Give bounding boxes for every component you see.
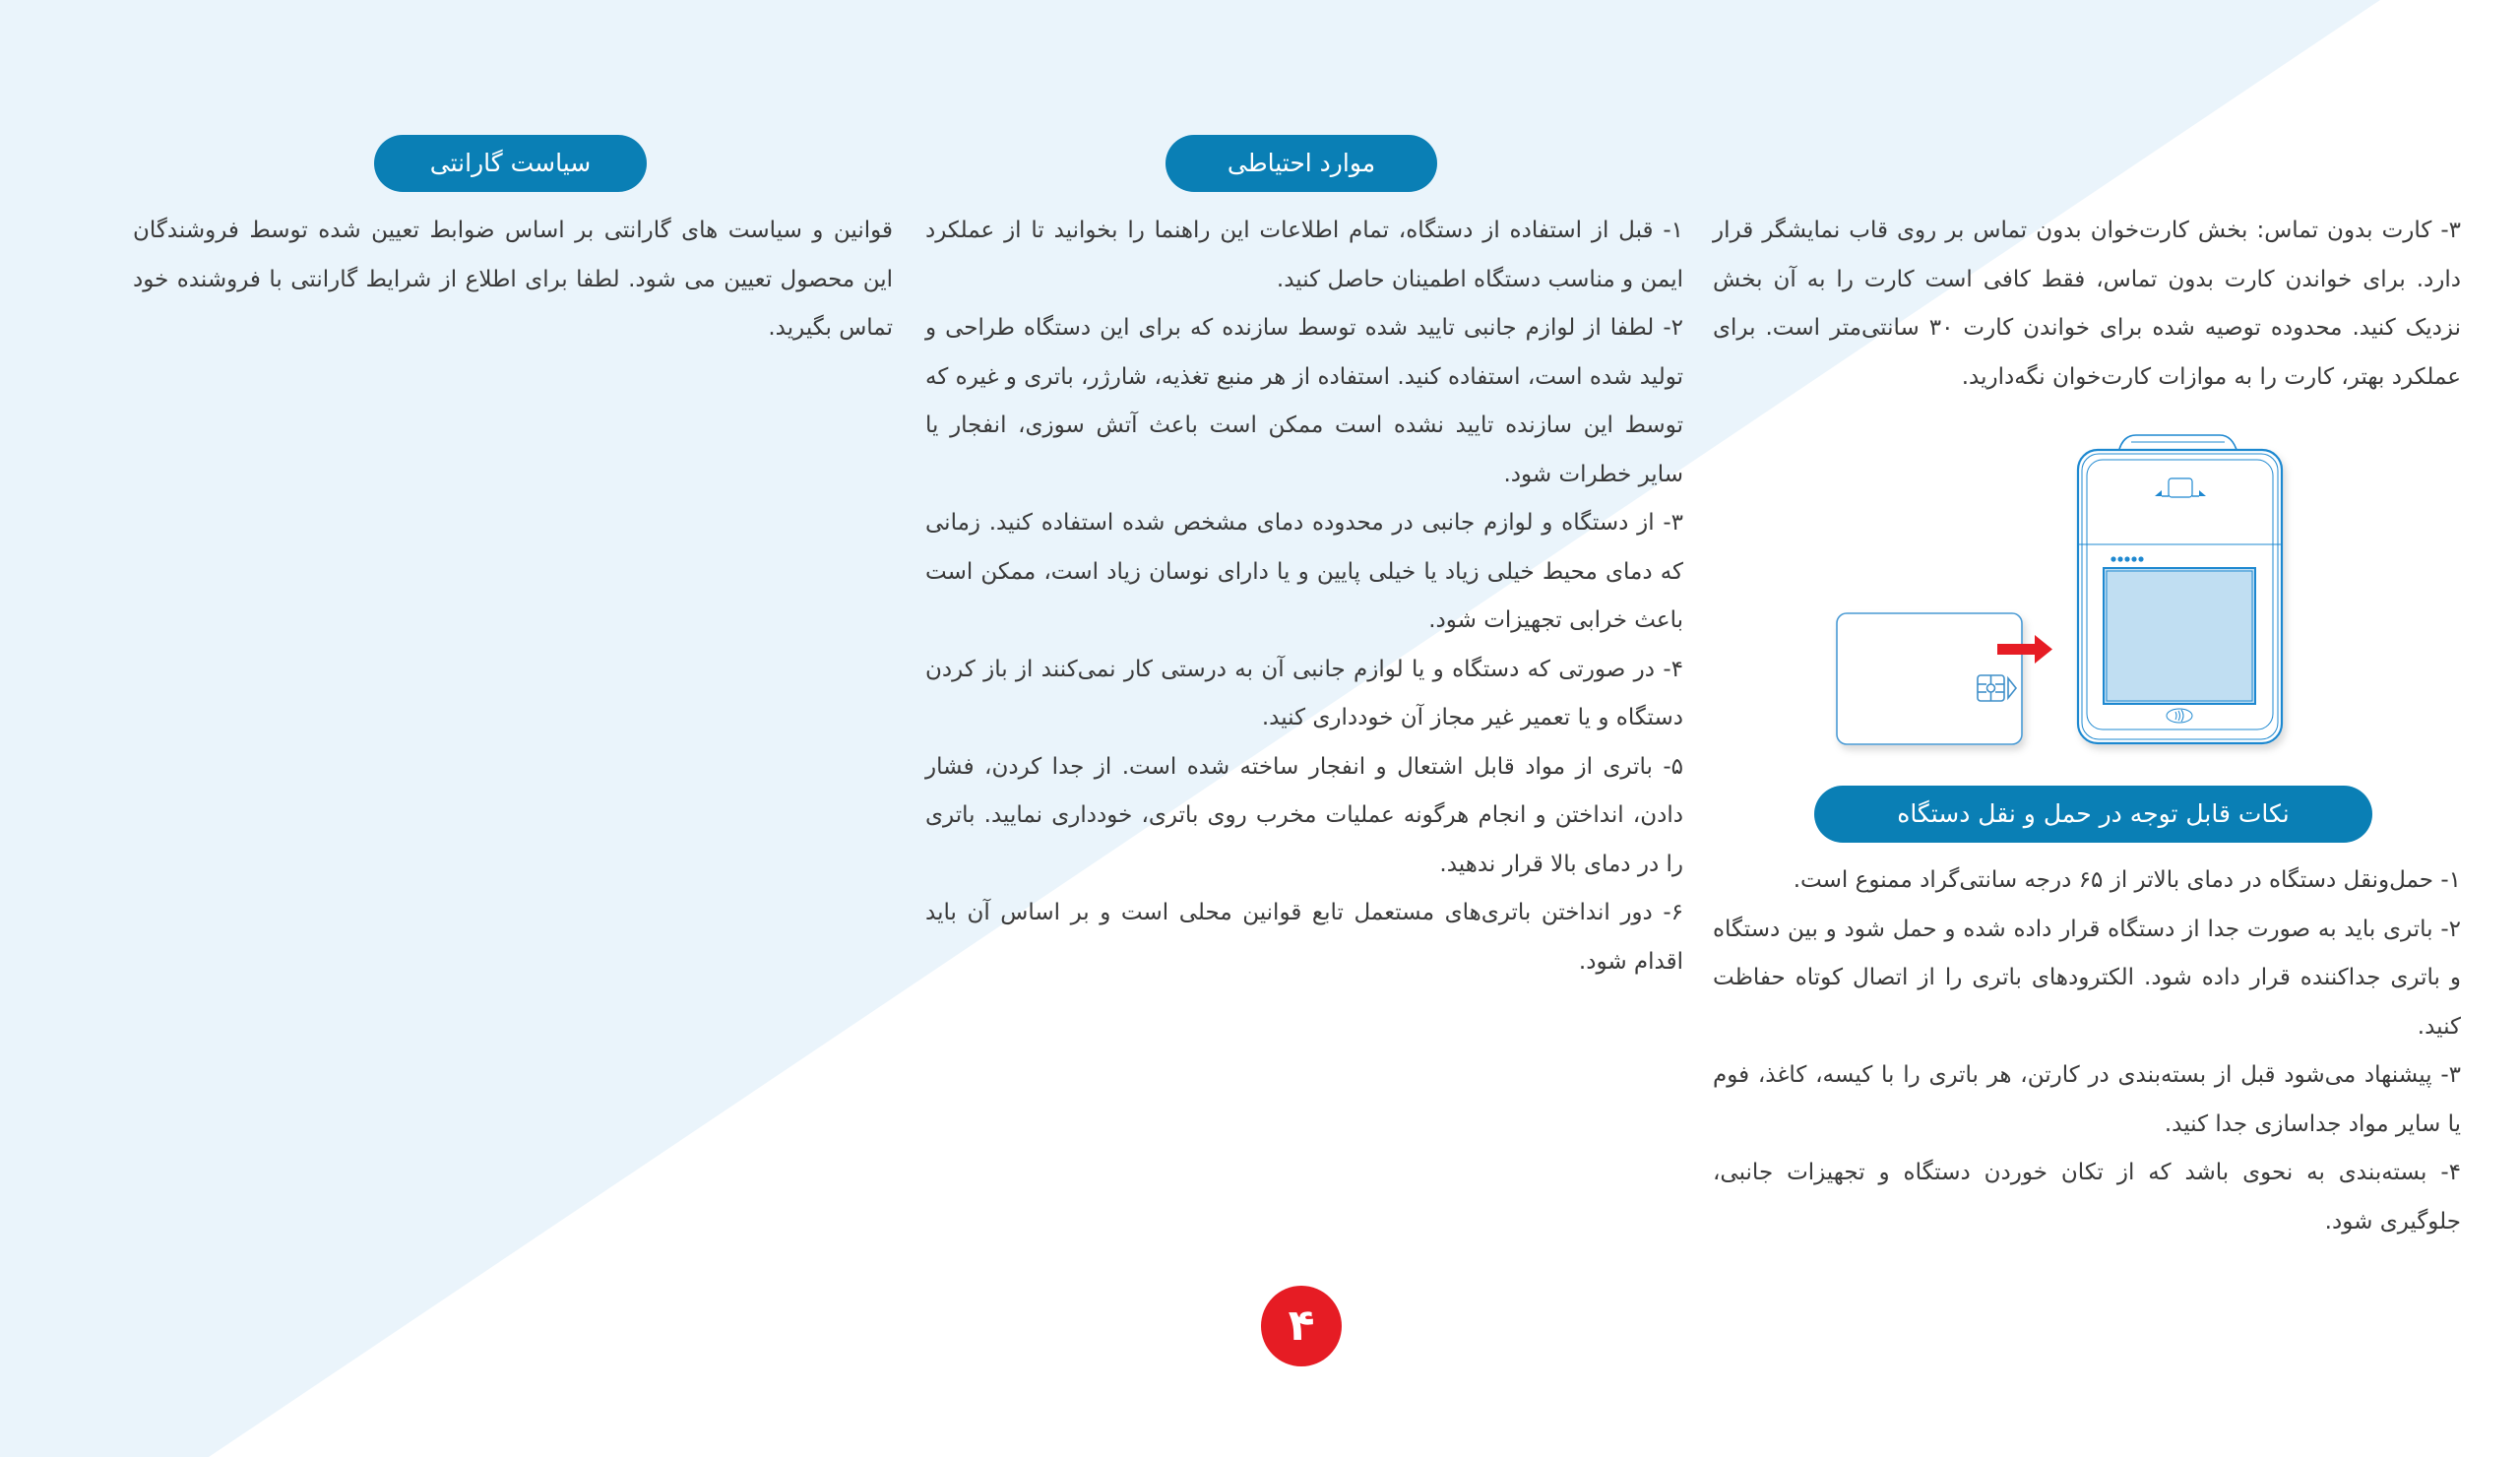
card-terminal-illustration <box>1831 423 2362 758</box>
transport-item-4: ۴- بسته‌بندی به نحوی باشد که از تکان خوردن دستگاه و تجهیزات جانبی، جلوگیری شود. <box>1713 1160 2461 1235</box>
contactless-paragraph: ۳- کارت بدون تماس: بخش کارت‌خوان بدون تماس بر روی قاب نمایشگر قرار دارد. برای خواندن کارت بدون تماس، فقط کافی است کارت را به آن بخش نزدیک کنید. محدوده توصیه شده برای خواندن کارت ۳۰ سانتی‌متر است. برای عملکرد بهتر، کارت را به موازات کارت‌خوان نگه‌دارید. <box>1713 218 2462 390</box>
precaution-item-4: ۴- در صورتی که دستگاه و یا لوازم جانبی آن به درستی کار نمی‌کنند از باز کردن دستگاه و یا تعمیر غیر مجاز آن خودداری کنید. <box>925 656 1683 730</box>
precautions-heading: موارد احتیاطی <box>1166 135 1437 192</box>
precautions-list <box>925 207 1683 986</box>
precaution-item-3: ۳- از دستگاه و لوازم جانبی در محدوده دمای مشخص شده استفاده کنید. زمانی که دمای محیط خیلی زیاد یا خیلی پایین و یا دارای نوسان زیاد است، ممکن است باعث خرابی تجهیزات شود. <box>925 510 1683 633</box>
page-number-badge: ۴ <box>1261 1286 1342 1366</box>
transport-item-1: ۱- حمل‌ونقل دستگاه در دمای بالاتر از ۶۵ درجه سانتی‌گراد ممنوع است. <box>1793 867 2461 893</box>
smart-card-icon <box>1837 613 2022 744</box>
precaution-item-2: ۲- لطفا از لوازم جانبی تایید شده توسط سازنده که برای این دستگاه طراحی و تولید شده است، استفاده کنید. استفاده از هر منبع تغذیه، شارژر، باتری و غیره که توسط این سازنده تایید نشده است ممکن است باعث آتش سوزی، انفجار یا سایر خطرات شود. <box>925 315 1683 487</box>
transport-list <box>1713 856 2461 1246</box>
transport-heading: نکات قابل توجه در حمل و نقل دستگاه <box>1814 786 2372 843</box>
transport-item-3: ۳- پیشنهاد می‌شود قبل از بسته‌بندی در کارتن، هر باتری را با کیسه، کاغذ، فوم یا سایر مواد جداسازی جدا کنید. <box>1713 1062 2461 1137</box>
warranty-text: قوانین و سیاست های گارانتی بر اساس ضوابط تعیین شده توسط فروشندگان این محصول تعیین می شود. لطفا برای اطلاع از شرایط گارانتی با فروشنده خود تماس بگیرید. <box>133 218 893 341</box>
transport-item-2: ۲- باتری باید به صورت جدا از دستگاه قرار داده شده و حمل شود و بین دستگاه و باتری جداکننده قرار داده شود. الکترودهای باتری را از اتصال کوتاه حفاظت کنید. <box>1713 916 2461 1040</box>
pos-terminal-icon <box>2078 435 2282 743</box>
precaution-item-6: ۶- دور انداختن باتری‌های مستعمل تابع قوانین محلی است و بر اساس آن باید اقدام شود. <box>925 900 1683 975</box>
precaution-item-1: ۱- قبل از استفاده از دستگاه، تمام اطلاعات این راهنما را بخوانید تا از عملکرد ایمن و مناسب دستگاه اطمینان حاصل کنید. <box>925 218 1683 292</box>
precaution-item-5: ۵- باتری از مواد قابل اشتعال و انفجار ساخته شده است. از جدا کردن، فشار دادن، انداختن و انجام هرگونه عملیات مخرب روی باتری، خودداری نمایید. باتری را در دمای بالا قرار ندهید. <box>925 753 1683 877</box>
warranty-heading: سیاست گارانتی <box>374 135 647 192</box>
